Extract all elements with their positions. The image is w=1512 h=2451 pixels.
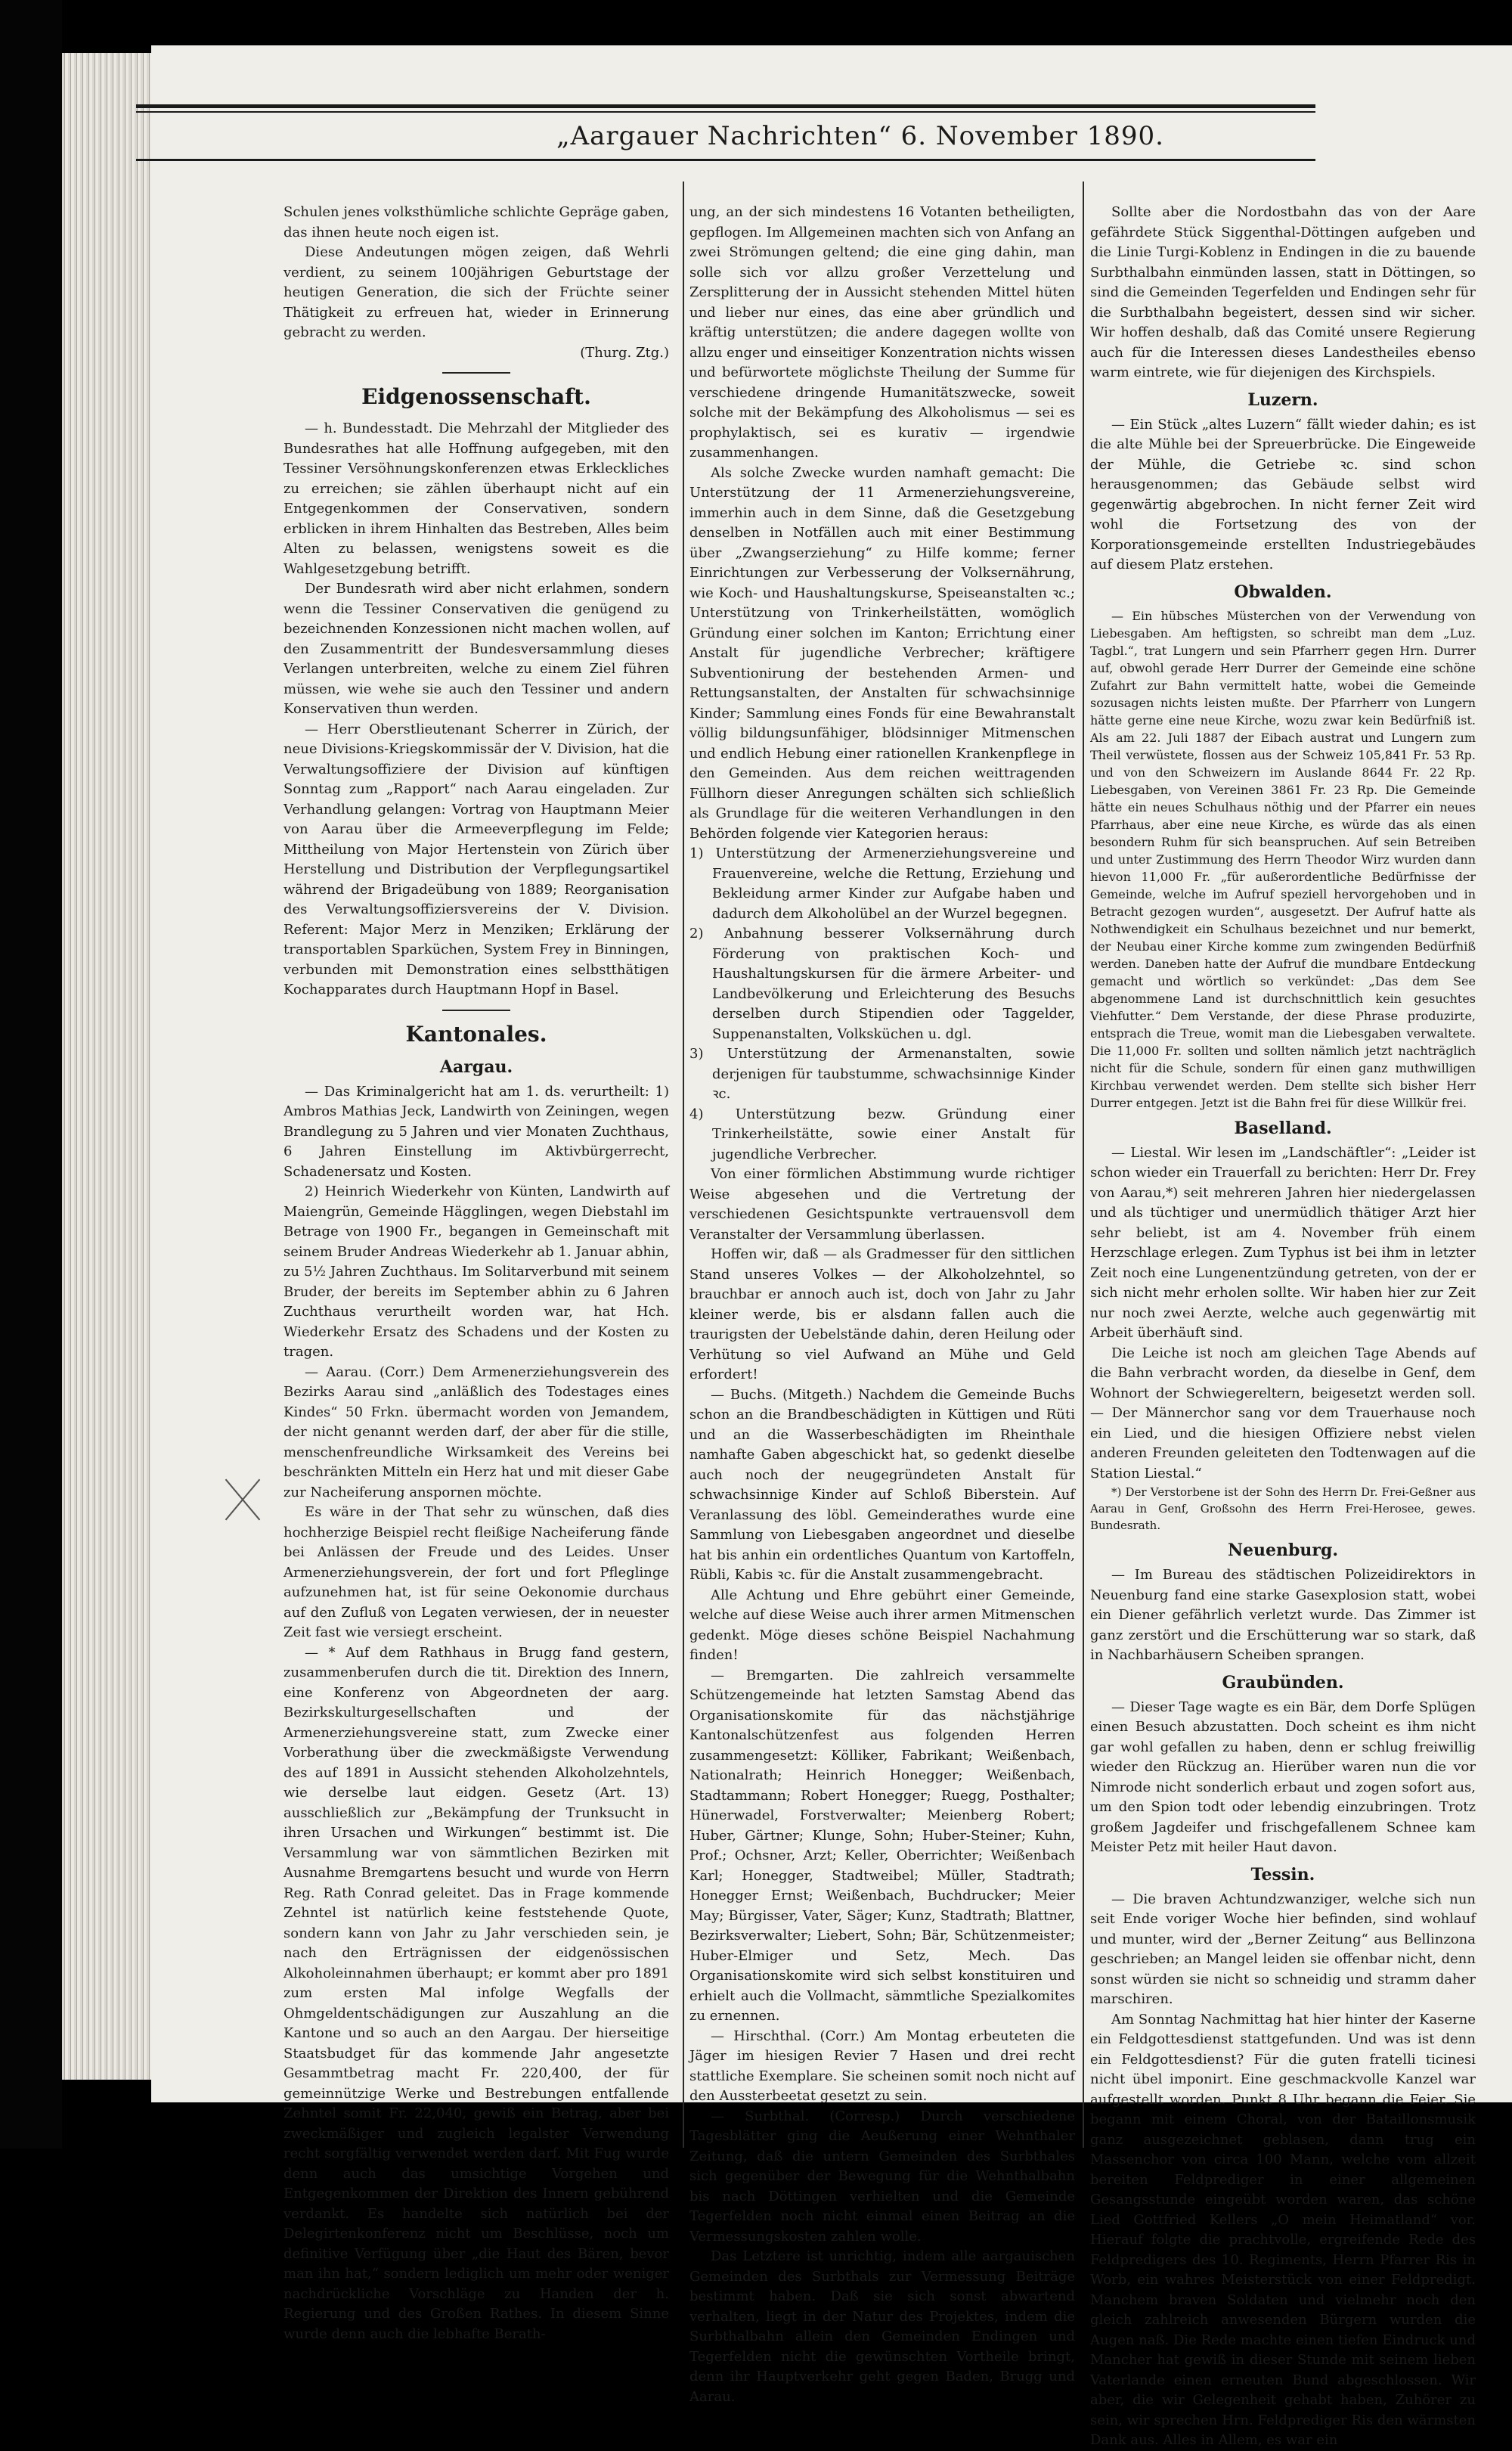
article-paragraph: Der Bundesrath wird aber nicht erlahmen, sondern wenn die Tessiner Conservativen die genügend zu bezeichnenden Konzessionen nicht machen wollen, auf den Zusammentritt der Bundesversammlung dieses Verlangen unterbreiten, welche zu einem Ziel führen müssen, wie wehe sie auch den Tessiner und andern Konservativen thun werden. xyxy=(284,581,669,717)
subsection-heading: Baselland. xyxy=(1234,1118,1332,1138)
article-paragraph: — Im Bureau des städtischen Polizeidirektors in Neuenburg fand eine starke Gasexplosion statt, wobei ein Diener gefährlich verletzt wurde. Das Zimmer ist ganz zerstört und die Erschütterung war so stark, daß in Nachbarhäusern Scheiben sprangen. xyxy=(1090,1567,1476,1663)
column-2 xyxy=(689,203,1075,2405)
list-item: 4) Unterstützung bezw. Gründung einer Trinkerheilstätte, sowie einer Anstalt für jugendliche Verbrecher. xyxy=(689,1106,1075,1162)
article-paragraph: Es wäre in der That sehr zu wünschen, daß dies hochherzige Beispiel recht fleißige Nacheiferung fände bei Anlässen der Freude und des Leides. Unser Armenerziehungsverein, der fort und fort Pfleglinge aufzunehmen hat, ist für seine Oekonomie durchaus auf den Zufluß von Legaten verwiesen, der in neuester Zeit fast wie versiegt erscheint. xyxy=(284,1504,669,1640)
masthead-title: „Aargauer Nachrichten“ 6. November 1890. xyxy=(556,121,1164,151)
article-paragraph: — Dieser Tage wagte es ein Bär, dem Dorfe Splügen einen Besuch abzustatten. Doch scheint es ihm nicht gar wohl gefallen zu haben, denn er schlug freiwillig wieder den Rückzug an. Hierüber waren nun die vor Nimrode nicht sonderlich erbaut und zogen sofort aus, um den Spion todt oder lebendig einzubringen. Trotz großem Jagdeifer und frischgefallenem Schnee kam Meister Petz mit heiler Haut davon. xyxy=(1090,1699,1476,1855)
source-credit: (Thurg. Ztg.) xyxy=(580,344,669,361)
article-paragraph: Alle Achtung und Ehre gebührt einer Gemeinde, welche auf diese Weise auch ihrer armen Mitmenschen gedenkt. Möge dieses schöne Beispiel Nachahmung finden! xyxy=(689,1587,1075,1663)
article-paragraph: Das Letztere ist unrichtig, indem alle aargauischen Gemeinden des Surbthals zur Vermessung Beiträge bestimmt haben. Daß sie sich sonst abwartend verhalten, liegt in der Natur des Projektes, indem die Surbthalbahn allein den Gemeinden Endingen und Tegerfelden nicht die gewünschten Vortheile bringt, denn ihr Hauptverkehr geht gegen Baden, Brugg und Aarau. xyxy=(689,2248,1075,2405)
article-paragraph: Sollte aber die Nordostbahn das von der Aare gefährdete Stück Siggenthal-Döttingen aufgeben und die Linie Turgi-Koblenz in Endingen in die zu bauende Surbthalbahn einmünden lassen, statt in Döttingen, so sind die Gemeinden Tegerfelden und Endingen sehr für die Surbthalbahn begeistert, dessen sind wir sicher. Wir hoffen deshalb, daß das Comité unsere Regierung auch für die Interessen dieses Landestheiles ebenso warm eintrete, wie für diejenigen des Kirchspiels. xyxy=(1090,204,1476,380)
article-paragraph: — Das Kriminalgericht hat am 1. ds. verurtheilt: 1) Ambros Mathias Jeck, Landwirth von Zeiningen, wegen Brandlegung zu 5 Jahren und vier Monaten Zuchthaus, 6 Jahren Einstellung im Aktivbürgerrecht, Schadenersatz und Kosten. xyxy=(284,1083,669,1180)
pencil-mark xyxy=(221,1473,266,1519)
column-1 xyxy=(284,203,669,2342)
article-paragraph: Von einer förmlichen Abstimmung wurde richtiger Weise abgesehen und die Vertretung der verschiedenen Gesichtspunkte vertrauensvoll dem Veranstalter der Versammlung überlassen. xyxy=(689,1166,1075,1243)
footnote: *) Der Verstorbene ist der Sohn des Herrn Dr. Frei-Geßner aus Aarau in Genf, Großsohn des Herrn Frei-Herosee, gewes. Bundesrath. xyxy=(1090,1485,1476,1532)
section-divider xyxy=(442,372,510,374)
section-divider xyxy=(442,1010,510,1011)
article-paragraph: — * Auf dem Rathhaus in Brugg fand gestern, zusammenberufen durch die tit. Direktion des Innern, eine Konferenz von Abgeordneten der aarg. Bezirkskulturgesellschaften und der Armenerziehungsvereine statt, zum Zwecke einer Vorberathung über die zweckmäßigste Verwendung des auf 1891 in Aussicht stehenden Alkoholzehntels, wie derselbe laut eidgen. Gesetz (Art. 13) ausschließlich zur „Bekämpfung der Trunksucht in ihren Ursachen und Wirkungen“ bestimmt ist. Die Versammlung war von sämmtlichen Bezirken mit Ausnahme Bremgartens besucht und wurde von Herrn Reg. Rath Conrad geleitet. Das in Frage kommende Zehntel ist natürlich keine feststehende Quote, sondern kann von Jahr zu Jahr verschieden sein, je nach den Erträgnissen der eidgenössischen Alkoholeinnahmen überhaupt; er kommt aber pro 1891 zum ersten Mal infolge Wegfalls der Ohmgeldentschädigungen zur Auszahlung an die Kantone und so auch an den Aargau. Der hierseitige Staatsbudget für das kommende Jahr angesetzte Gesammtbetrag macht Fr. 220,400, der für gemeinnützige Werke und Bestrebungen entfallende Zehntel somit Fr. 22,040, gewiß ein Betrag, aber bei zweckmäßiger und zugleich legalster Verwendung recht sorgfältig verwendet werden darf. Mit Fug wurde denn auch das umsichtige Vorgehen und Entgegenkommen der Direktion des Innern gebührend verdankt. Es handelte sich natürlich bei der Delegirtenkonferenz nicht um Beschlüsse, noch um definitive Verfügung über „die Haut des Bären, bevor man ihn hat,“ sondern lediglich um mehr oder weniger nachdrückliche Vorschläge zu Handen der h. Regierung und des Großen Rathes. In diesem Sinne wurde denn auch die lebhafte Berath- xyxy=(284,1644,669,2342)
list-item: 3) Unterstützung der Armenanstalten, sowie derjenigen für taubstumme, schwachsinnige Kinder ꝛc. xyxy=(689,1046,1075,1102)
article-paragraph: — Herr Oberstlieutenant Scherrer in Zürich, der neue Divisions-Kriegskommissär der V. Division, hat die Verwaltungsoffiziere der Division auf künftigen Sonntag zum „Rapport“ nach Aarau eingeladen. Zur Verhandlung gelangen: Vortrag von Hauptmann Meier von Aarau über die Armeeverpflegung im Felde; Mittheilung von Major Hertenstein von Zürich über Herstellung und Distribution der Verpflegungsartikel während der Brigadeübung von 1889; Reorganisation des Verwaltungsoffiziersvereins der V. Division. Referent: Major Merz in Menziken; Erklärung der transportablen Sparküchen, System Frey in Binningen, verbunden mit Demonstration eines selbstthätigen Kochapparates durch Hauptmann Hopf in Basel. xyxy=(284,721,669,997)
column-rule-1 xyxy=(683,181,684,2148)
article-paragraph: — h. Bundesstadt. Die Mehrzahl der Mitglieder des Bundesrathes hat alle Hoffnung aufgegeben, mit den Tessiner Versöhnungskonferenzen etwas Erkleckliches zu erreichen; sie zählen überhaupt nicht auf ein Entgegenkommen der Conservativen, sondern erblicken in ihrem Hinhalten das Bestreben, Alles beim Alten zu belassen, wenigstens soweit es die Wahlgesetzgebung betrifft. xyxy=(284,420,669,577)
article-paragraph: Diese Andeutungen mögen zeigen, daß Wehrli verdient, zu seinem 100jährigen Geburtstage der heutigen Generation, die sich der Früchte seiner Thätigkeit zu erfreuen hat, wieder in Erinnerung gebracht zu werden. xyxy=(284,244,669,340)
article-paragraph: Als solche Zwecke wurden namhaft gemacht: Die Unterstützung der 11 Armenerziehungsvereine, immerhin auch in dem Sinne, daß die Gesetzgebung denselben in Notfällen auch mit einer Bestimmung über „Zwangserziehung“ zu Hilfe komme; ferner Einrichtungen zur Verbesserung der Volksernährung, wie Koch- und Haushaltungskurse, Speiseanstalten ꝛc.; Unterstützung von Trinkerheilstätten, womöglich Gründung einer solchen im Kanton; Errichtung einer Anstalt für jugendliche Verbrecher; kräftigere Subventionirung der bestehenden Armen- und Rettungsanstalten, der Anstalten für schwachsinnige Kinder; Sammlung eines Fonds für eine Bewahranstalt völlig bildungsunfähiger, blödsinniger Mitmenschen und endlich Hebung einer rationellen Krankenpflege in den Gemeinden. Aus dem reichen weittragenden Füllhorn dieser Anregungen schälten sich schließlich als Grundlage für die weiteren Verhandlungen in den Behörden folgende vier Kategorien heraus: xyxy=(689,464,1075,842)
article-paragraph: — Liestal. Wir lesen im „Landschäftler“: „Leider ist schon wieder ein Trauerfall zu berichten: Herr Dr. Frey von Aarau,*) seit mehreren Jahren hier niedergelassen und als tüchtiger und unermüdlich thätiger Arzt hier sehr beliebt, ist am 4. November früh einem Herzschlage erlegen. Zum Typhus ist bei ihm in letzter Zeit noch eine Lungenentzündung getreten, von der er sich nicht mehr erholen sollte. Wir haben hier zur Zeit nur noch zwei Aerzte, welche auch gegenwärtig mit Arbeit überhäuft sind. xyxy=(1090,1144,1476,1341)
subsection-heading: Neuenburg. xyxy=(1227,1540,1339,1560)
masthead xyxy=(136,116,1315,156)
masthead-rule-top xyxy=(136,104,1315,108)
article-paragraph: ung, an der sich mindestens 16 Votanten betheiligten, gepflogen. Im Allgemeinen machten sich von Anfang an zwei Strömungen geltend; die eine ging dahin, man solle sich vor allzu großer Verzettelung und Zersplitterung der in Aussicht stehenden Mittel hüten und lieber nur eines, das eine aber gründlich und kräftig unterstützen; die andere dagegen wollte von allzu enger und einseitiger Konzentration nichts wissen und befürwortete möglichste Theilung der Summe für verschiedene dringende Humanitätszwecke, soweit solche mit der Bekämpfung des Alkoholismus — sei es prophylaktisch, sei es kurativ — irgendwie zusammenhangen. xyxy=(689,204,1075,461)
scan-background xyxy=(0,0,62,2149)
list-item: 1) Unterstützung der Armenerziehungsvereine und Frauenvereine, welche die Rettung, Erziehung und Bekleidung armer Kinder zur Aufgabe haben und dadurch dem Alkoholübel an der Wurzel begegnen. xyxy=(689,845,1075,922)
article-paragraph: Hoffen wir, daß — als Gradmesser für den sittlichen Stand unseres Volkes — der Alkoholzehntel, so brauchbar er annoch auch ist, doch von Jahr zu Jahr kleiner werde, bis er alsdann fallen auch die traurigsten der Uebelstände dahin, deren Heilung oder Verhütung so viel Aufwand an Mühe und Geld erfordert! xyxy=(689,1246,1075,1382)
article-paragraph: — Surbthal. (Corresp.) Durch verschiedene Tagesblätter ging die Aeußerung einer Wehnthaler Zeitung, daß die untern Gemeinden des Surbthales sich gegenüber der Bewegung für die Wehnthalbahn bis nach Döttingen verhielten und die Gemeinde Tegerfelden noch nicht einmal einen Beitrag an die Vermessungskosten zahlen wolle. xyxy=(689,2108,1075,2245)
article-paragraph: — Die braven Achtundzwanziger, welche sich nun seit Ende voriger Woche hier befinden, sind wohlauf und munter, wird der „Berner Zeitung“ aus Bellinzona geschrieben; an Mangel leiden sie offenbar nicht, denn sonst würden sie nicht so schneidig und stramm daher marschiren. xyxy=(1090,1891,1476,2007)
subsection-heading: Tessin. xyxy=(1250,1864,1315,1885)
section-heading: Kantonales. xyxy=(405,1021,547,1047)
masthead-rule-bottom xyxy=(136,159,1315,161)
masthead-rule-thin xyxy=(136,111,1315,113)
column-rule-2 xyxy=(1083,181,1084,2148)
article-paragraph: — Ein hübsches Müsterchen von der Verwendung von Liebesgaben. Am heftigsten, so schreibt man dem „Luz. Tagbl.“, trat Lungern und sein Pfarrherr gegen Hrn. Durrer auf, obwohl gerade Herr Durrer der Gemeinde eine schöne Zufahrt zur Bahn vermittelt hatte, wobei die Gemeinde sozusagen nichts leisten mußte. Der Pfarrherr von Lungern hätte gerne eine neue Kirche, wozu zwar kein Bedürfniß ist. Als am 22. Juli 1887 der Eibach austrat und Lungern zum Theil verwüstete, flossen aus der Schweiz 105,841 Fr. 53 Rp. und von den Schweizern im Auslande 8644 Fr. 22 Rp. Liebesgaben, von Vereinen 3861 Fr. 23 Rp. Die Gemeinde hätte ein neues Schulhaus nöthig und der Pfarrer ein neues Pfarrhaus, aber eine neue Kirche, es würde das als einen besondern Ruhm für sich beanspruchen. Auf sein Betreiben und unter Zustimmung des Herrn Theodor Wirz wurden dann hievon 11,000 Fr. „für außerordentliche Bedürfnisse der Gemeinde, welche im Aufruf speziell hervorgehoben und in Betracht gezogen wurden“, ausgesetzt. Der Aufruf hatte als Nothwendigkeit ein Schulhaus bezeichnet und nur bemerkt, der Neubau einer Kirche komme zum zwingenden Bedürfniß werden. Daneben hatte der Aufruf die mundbare Entdeckung gemacht und wörtlich so verkündet: „Das dem See abgenommene Land ist durchschnittlich kein gesuchtes Viehfutter.“ Dem Verstande, der diese Phrase produzirte, entsprach die Treue, womit man die Liebesgaben verwaltete. Die 11,000 Fr. sollten und sollten nämlich jetzt nachträglich nicht für die Schule, sondern für einen ganz muthwilligen Kirchbau verwendet werden. Dem stellte sich bisher Herr Durrer entgegen. Jetzt ist die Bahn frei für diese Willkür frei. xyxy=(1090,608,1476,1110)
subsection-heading: Luzern. xyxy=(1247,389,1318,410)
article-paragraph: — Ein Stück „altes Luzern“ fällt wieder dahin; es ist die alte Mühle bei der Spreuerbrücke. Die Eingeweide der Mühle, die Getriebe ꝛc. sind schon herausgenommen; das Gebäude selbst wird gegenwärtig abgebrochen. In nicht ferner Zeit wird wohl die Fortsetzung des von der Korporationsgemeinde erstellten Industriegebäudes auf diesem Platz erstehen. xyxy=(1090,416,1476,572)
article-paragraph: Die Leiche ist noch am gleichen Tage Abends auf die Bahn verbracht worden, da dieselbe in Genf, dem Wohnort der Schwiegereltern, beigesetzt werden soll. — Der Männerchor sang vor dem Trauerhause noch ein Lied, und die hiesigen Offiziere nebst vielen anderen Freunden geleiteten den Todtenwagen auf die Station Liestal.“ xyxy=(1090,1345,1476,1481)
page-stack-edge xyxy=(62,53,153,2080)
article-paragraph: — Buchs. (Mitgeth.) Nachdem die Gemeinde Buchs schon an die Brandbeschädigten in Küttigen und Rüti und an die Wasserbeschädigten im Rheinthale namhafte Gaben abgeschickt hat, so gedenkt dieselbe auch noch der neugegründeten Anstalt für schwachsinnige Kinder auf Schloß Biberstein. Auf Veranlassung des löbl. Gemeinderathes wurde eine Sammlung von Liebesgaben angeordnet und dieselbe hat bis anhin ein ordentliches Quantum von Kartoffeln, Rübli, Kabis ꝛc. für die Anstalt zusammengebracht. xyxy=(689,1386,1075,1583)
section-heading: Eidgenossenschaft. xyxy=(361,384,591,409)
article-paragraph: — Aarau. (Corr.) Dem Armenerziehungsverein des Bezirks Aarau sind „anläßlich des Todestages eines Kindes“ 50 Frkn. übermacht worden von Jemandem, der nicht genannt werden darf, der aber für die stille, menschenfreundliche Wirksamkeit des Vereins bei beschränkten Mitteln ein Herz hat und mit dieser Gabe zur Nacheiferung anspornen möchte. xyxy=(284,1364,669,1500)
column-3 xyxy=(1090,203,1476,2448)
article-paragraph: — Hirschthal. (Corr.) Am Montag erbeuteten die Jäger im hiesigen Revier 7 Hasen und drei recht stattliche Exemplare. Sie scheinen somit noch nicht auf den Aussterbeetat gesetzt zu sein. xyxy=(689,2028,1075,2104)
article-paragraph: 2) Heinrich Wiederkehr von Künten, Landwirth auf Maiengrün, Gemeinde Hägglingen, wegen Diebstahl im Betrage von 1900 Fr., begangen in Gemeinschaft mit seinem Bruder Andreas Wiederkehr ab 1. Januar abhin, zu 5½ Jahren Zuchthaus. Im Solitarverbund mit seinem Bruder, der bereits im September abhin zu 6 Jahren Zuchthaus verurtheilt worden war, hat Hch. Wiederkehr Ersatz des Schadens und der Kosten zu tragen. xyxy=(284,1184,669,1360)
article-paragraph: — Bremgarten. Die zahlreich versammelte Schützengemeinde hat letzten Samstag Abend das Organisationskomite für das nächstjährige Kantonalschützenfest aus folgenden Herren zusammengesetzt: Kölliker, Fabrikant; Weißenbach, Nationalrath; Heinrich Honegger; Weißenbach, Stadtammann; Robert Honegger; Ruegg, Posthalter; Hünerwadel, Forstverwalter; Meienberg Robert; Huber, Gärtner; Klunge, Sohn; Huber-Steiner; Kuhn, Prof.; Ochsner, Arzt; Keller, Oberrichter; Weißenbach Karl; Honegger, Stadtweibel; Müller, Stadtrath; Honegger Ernst; Weißenbach, Buchdrucker; Meier May; Bürgisser, Vater, Säger; Kunz, Stadtrath; Blattner, Bezirksverwalter; Liebert, Sohn; Bär, Schützenmeister; Huber-Elmiger und Setz, Mech. Das Organisationskomite wird sich selbst konstituiren und erhielt auch die Vollmacht, sämmtliche Spezialkomites zu ernennen. xyxy=(689,1667,1075,2024)
list-item: 2) Anbahnung besserer Volksernährung durch Förderung von praktischen Koch- und Haushaltungskursen für die ärmere Arbeiter- und Landbevölkerung und Erleichterung des Besuchs derselben durch Stipendien oder Taggelder, Suppenanstalten, Volksküchen u. dgl. xyxy=(689,926,1075,1042)
subsection-heading: Aargau. xyxy=(439,1056,513,1077)
article-paragraph: Schulen jenes volksthümliche schlichte Gepräge gaben, das ihnen heute noch eigen ist. xyxy=(284,204,669,240)
article-paragraph: Am Sonntag Nachmittag hat hier hinter der Kaserne ein Feldgottesdienst stattgefunden. Und was ist denn ein Feldgottesdienst? Für die guten fratelli ticinesi nicht übel imponirt. Eine geschmackvolle Kanzel war aufgestellt worden. Punkt 8 Uhr begann die Feier. Sie begann mit einem Choral, von der Bataillonsmusik ganz ausgezeichnet geblasen, dann trug ein Massenchor von circa 100 Mann, welche vom allzeit bereiten Feldprediger in einer allgemeinen Gesangsstunde eingeübt worden waren, das schöne Lied Gottfried Kellers „O mein Heimatland“ vor. Hierauf folgte die prachtvolle, ergreifende Rede des Feldpredigers des 10. Regiments, Herrn Pfarrer Ris in Worb, ein wahres Meisterstück von einer Feldpredigt. Manchem braven Soldaten und vielmehr noch den gleich zahlreich anwesenden Bürgern wurden die Augen naß. Die Rede machte einen tiefen Eindruck und Mancher hat gewiß in dieser Stunde mit seinem lieben Vaterlande einen erneuten Bund abgeschlossen. Wir aber, die wir Gelegenheit gehabt haben, Zuhörer zu sein, wir sprechen Hrn. Feldprediger Ris den wärmsten Dank aus. Alles in Allem, es war ein xyxy=(1090,2011,1476,2448)
subsection-heading: Graubünden. xyxy=(1222,1672,1344,1692)
subsection-heading: Obwalden. xyxy=(1234,582,1332,602)
